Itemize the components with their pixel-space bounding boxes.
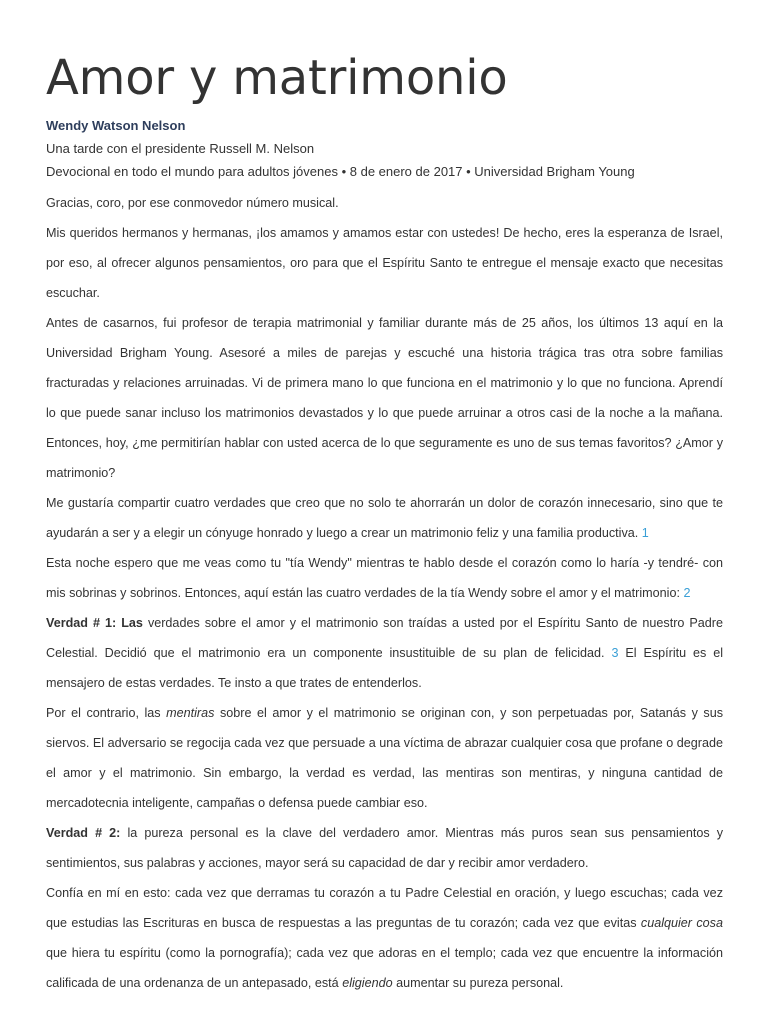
event-meta: Devocional en todo el mundo para adultos jóvenes • 8 de enero de 2017 • Universidad Brigham Young xyxy=(46,164,635,179)
paragraph-text: aumentar su pureza personal. xyxy=(396,976,564,990)
footnote-link[interactable]: 1 xyxy=(641,526,649,540)
paragraph-text: El Espíritu es el mensajero de estas verdades. Te insto a que trates de entenderlos. xyxy=(46,646,724,690)
paragraph xyxy=(46,488,723,548)
paragraph xyxy=(46,308,723,488)
emphasis-text: mentiras xyxy=(166,706,215,720)
paragraph-text: Antes de casarnos, fui profesor de terapia matrimonial y familiar durante más de 25 años, los últimos 13 aquí en la Universidad Brigham Young. Asesoré a miles de parejas y escuché una historia trágica tras otra sobre familias fracturadas y relaciones arruinadas. Vi de primera mano lo que funciona en el matrimonio y lo que no funciona. Aprendí lo que puede sanar incluso los matrimonios devastados y lo que puede arruinar a otros casi de la noche a la mañana. Entonces, hoy, ¿me permitirían hablar con usted acerca de lo que seguramente es uno de sus temas favoritos? ¿Amor y matrimonio? xyxy=(46,316,723,480)
paragraph-text: verdades sobre el amor y el matrimonio son traídas a usted por el Espíritu Santo de nuestro Padre Celestial. Decidió que el matrimonio era un componente insustituible de su plan de felicidad. xyxy=(46,616,724,660)
paragraph xyxy=(46,878,723,998)
footnote-link[interactable]: 2 xyxy=(683,586,691,600)
paragraph-text: Esta noche espero que me veas como tu "tía Wendy" mientras te hablo desde el corazón como lo haría -y tendré- con mis sobrinas y sobrinos. Entonces, aquí están las cuatro verdades de la tía Wendy sobre el amor y el matrimonio: xyxy=(46,556,723,600)
emphasis-text: cualquier cosa xyxy=(640,916,723,930)
truth-heading: Verdad # 1: Las xyxy=(46,616,143,630)
event-subtitle: Una tarde con el presidente Russell M. Nelson xyxy=(46,141,315,156)
paragraph-text: sobre el amor y el matrimonio se originan con, y son perpetuadas por, Satanás y sus siervos. El adversario se regocija cada vez que persuade a una víctima de abrazar cualquier cosa que profane o degrade el amor y el matrimonio. Sin embargo, la verdad es verdad, las mentiras son mentiras, y ninguna cantidad de mercadotecnia inteligente, campañas o defensa puede cambiar eso. xyxy=(46,706,724,810)
paragraph-text: Gracias, coro, por ese conmovedor número musical. xyxy=(46,196,339,210)
paragraph-text: que hiera tu espíritu (como la pornografía); cada vez que adoras en el templo; cada vez que encuentre la información calificada de una ordenanza de un antepasado, está xyxy=(46,946,723,990)
paragraph-text: Por el contrario, las xyxy=(46,706,161,720)
paragraph xyxy=(46,608,723,698)
truth-heading: Verdad # 2: xyxy=(46,826,121,840)
footnote-link[interactable]: 3 xyxy=(611,646,619,660)
paragraph-text: Mis queridos hermanos y hermanas, ¡los amamos y amamos estar con ustedes! De hecho, eres la esperanza de Israel, por eso, al ofrecer algunos pensamientos, oro para que el Espíritu Santo te entregue el mensaje exacto que necesitas escuchar. xyxy=(46,226,723,300)
paragraph xyxy=(46,188,723,218)
paragraph xyxy=(46,698,723,818)
paragraph-text: Confía en mí en esto: cada vez que derramas tu corazón a tu Padre Celestial en oración, y luego escuchas; cada vez que estudias las Escrituras en busca de respuestas a las preguntas de tu corazón; cada vez que evitas xyxy=(46,886,723,930)
paragraph-text: la pureza personal es la clave del verdadero amor. Mientras más puros sean sus pensamientos y sentimientos, sus palabras y acciones, mayor será su capacidad de dar y recibir amor verdadero. xyxy=(46,826,724,870)
paragraph xyxy=(46,818,723,878)
article-body xyxy=(46,188,723,998)
paragraph-text: Me gustaría compartir cuatro verdades que creo que no solo te ahorrarán un dolor de corazón innecesario, sino que te ayudarán a ser y a elegir un cónyuge honrado y luego a crear un matrimonio feliz y una familia productiva. xyxy=(46,496,723,540)
paragraph xyxy=(46,218,723,308)
article-title: Amor y matrimonio xyxy=(46,50,508,106)
paragraph xyxy=(46,548,723,608)
emphasis-text: eligiendo xyxy=(342,976,393,990)
author-name: Wendy Watson Nelson xyxy=(46,118,186,133)
